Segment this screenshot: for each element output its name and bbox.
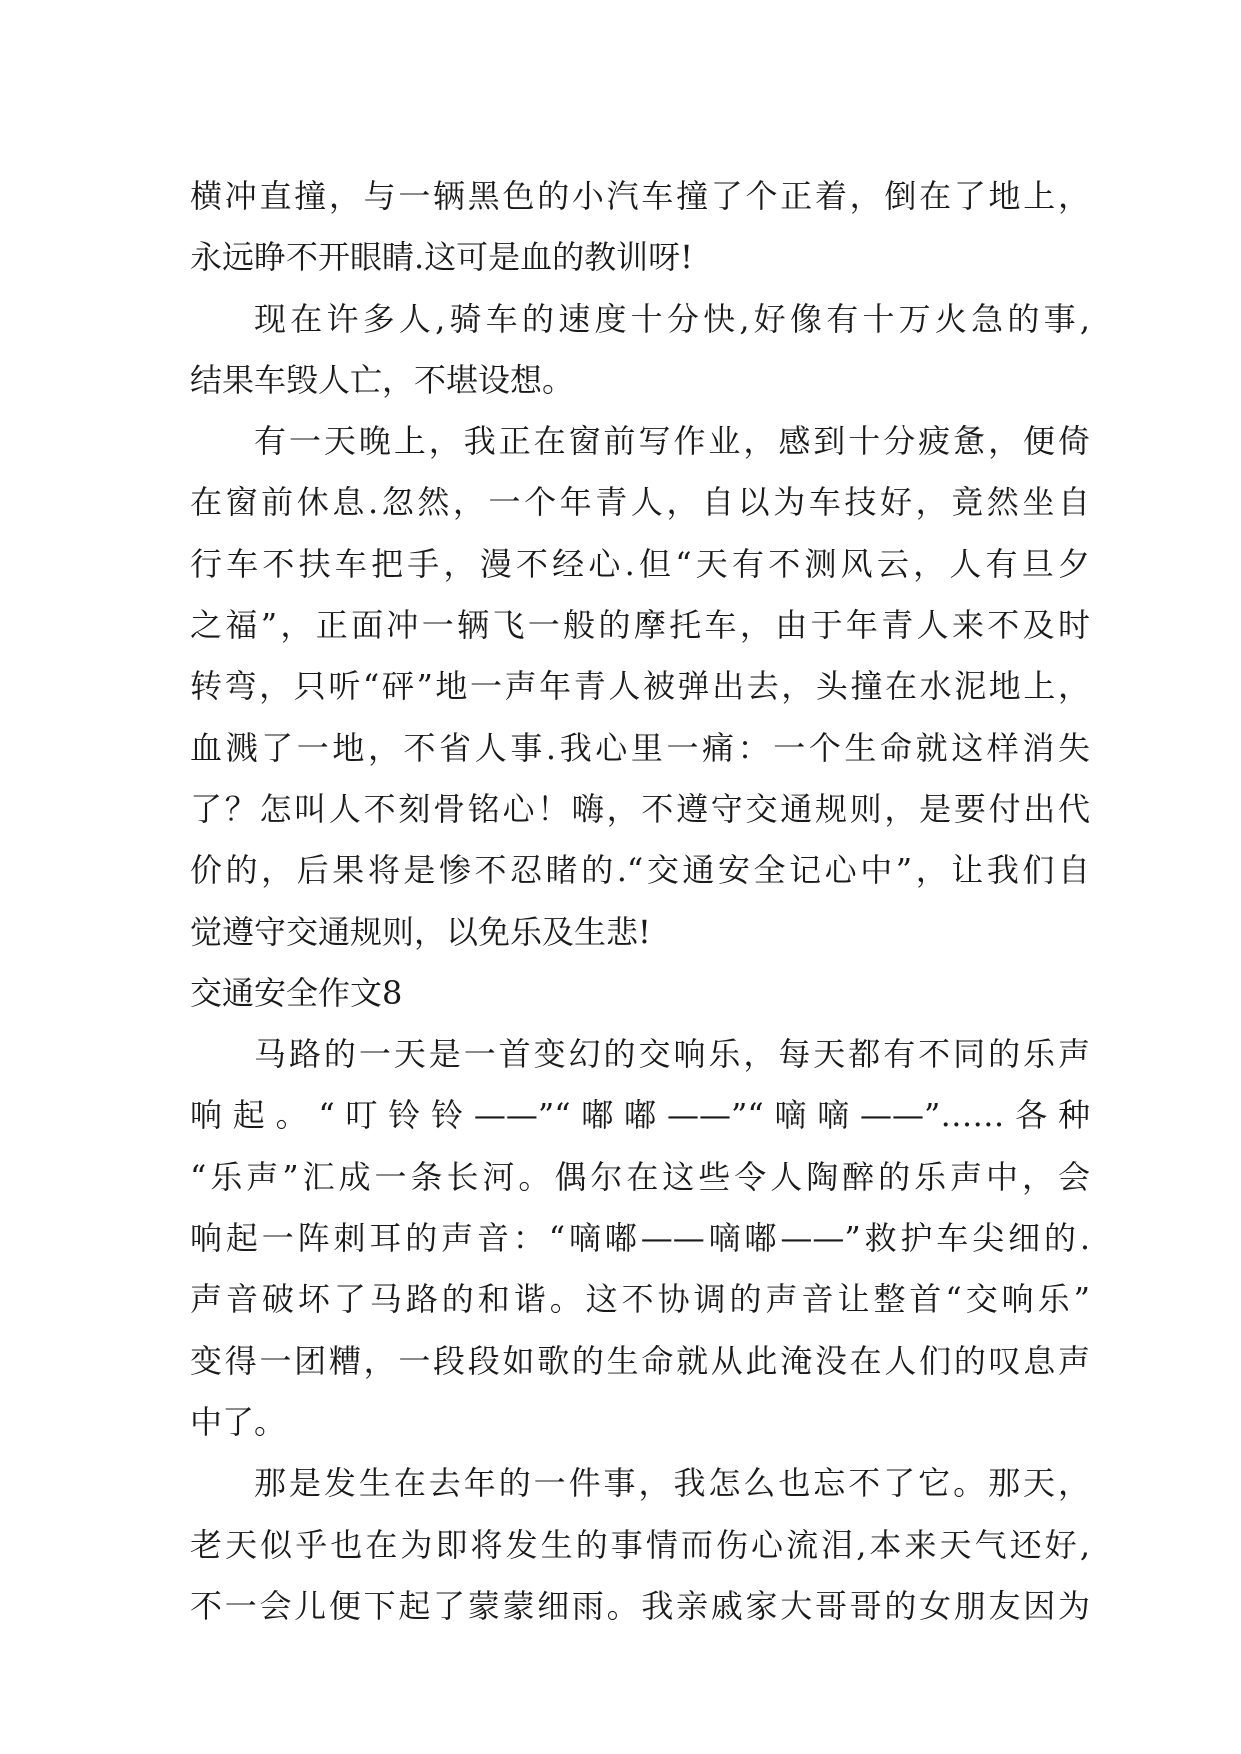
text-line: 现在许多人,骑车的速度十分快,好像有十万火急的事,	[254, 299, 1090, 338]
text-line: 不一会儿便下起了蒙蒙细雨。我亲戚家大哥哥的女朋友因为	[190, 1586, 1090, 1625]
text-line: 血溅了一地，不省人事.我心里一痛：一个生命就这样消失	[190, 728, 1090, 767]
text-line: 变得一团糟，一段段如歌的生命就从此淹没在人们的叹息声	[190, 1341, 1090, 1380]
text-line: 声音破坏了马路的和谐。这不协调的声音让整首“交响乐”	[190, 1280, 1090, 1319]
text-line: 结果车毁人亡，不堪设想。	[190, 360, 575, 399]
text-line: “乐声”汇成一条长河。偶尔在这些令人陶醉的乐声中，会	[190, 1157, 1090, 1196]
text-line: 在窗前休息.忽然，一个年青人，自以为车技好，竟然坐自	[190, 483, 1090, 522]
text-line: 老天似乎也在为即将发生的事情而伤心流泪,本来天气还好,	[190, 1525, 1090, 1564]
text-line: 响起一阵刺耳的声音：“嘀嘟——嘀嘟——”救护车尖细的.	[190, 1219, 1090, 1258]
text-line: 之福”，正面冲一辆飞一般的摩托车，由于年青人来不及时	[190, 606, 1090, 645]
text-line: 觉遵守交通规则，以免乐及生悲!	[190, 912, 651, 951]
text-line: 行车不扶车把手，漫不经心.但“天有不测风云，人有旦夕	[190, 544, 1090, 583]
document-body	[190, 166, 1090, 1637]
text-line: 中了。	[190, 1402, 287, 1441]
section-heading: 交通安全作文8	[190, 973, 403, 1012]
text-line: 响起。“叮铃铃——”“嘟嘟——”“嘀嘀——”……各种	[190, 1096, 1090, 1135]
text-line: 那是发生在去年的一件事，我怎么也忘不了它。那天，	[254, 1464, 1090, 1503]
text-line: 有一天晚上，我正在窗前写作业，感到十分疲惫，便倚	[254, 422, 1090, 461]
text-line: 转弯，只听“砰”地一声年青人被弹出去，头撞在水泥地上，	[190, 667, 1090, 706]
text-line: 价的，后果将是惨不忍睹的.“交通安全记心中”，让我们自	[190, 851, 1090, 890]
text-line: 横冲直撞，与一辆黑色的小汽车撞了个正着，倒在了地上，	[190, 177, 1090, 215]
text-line: 永远睁不开眼睛.这可是血的教训呀!	[190, 238, 694, 277]
text-line: 了？怎叫人不刻骨铭心！嗨，不遵守交通规则，是要付出代	[190, 789, 1090, 828]
text-line: 马路的一天是一首变幻的交响乐，每天都有不同的乐声	[254, 1035, 1090, 1074]
